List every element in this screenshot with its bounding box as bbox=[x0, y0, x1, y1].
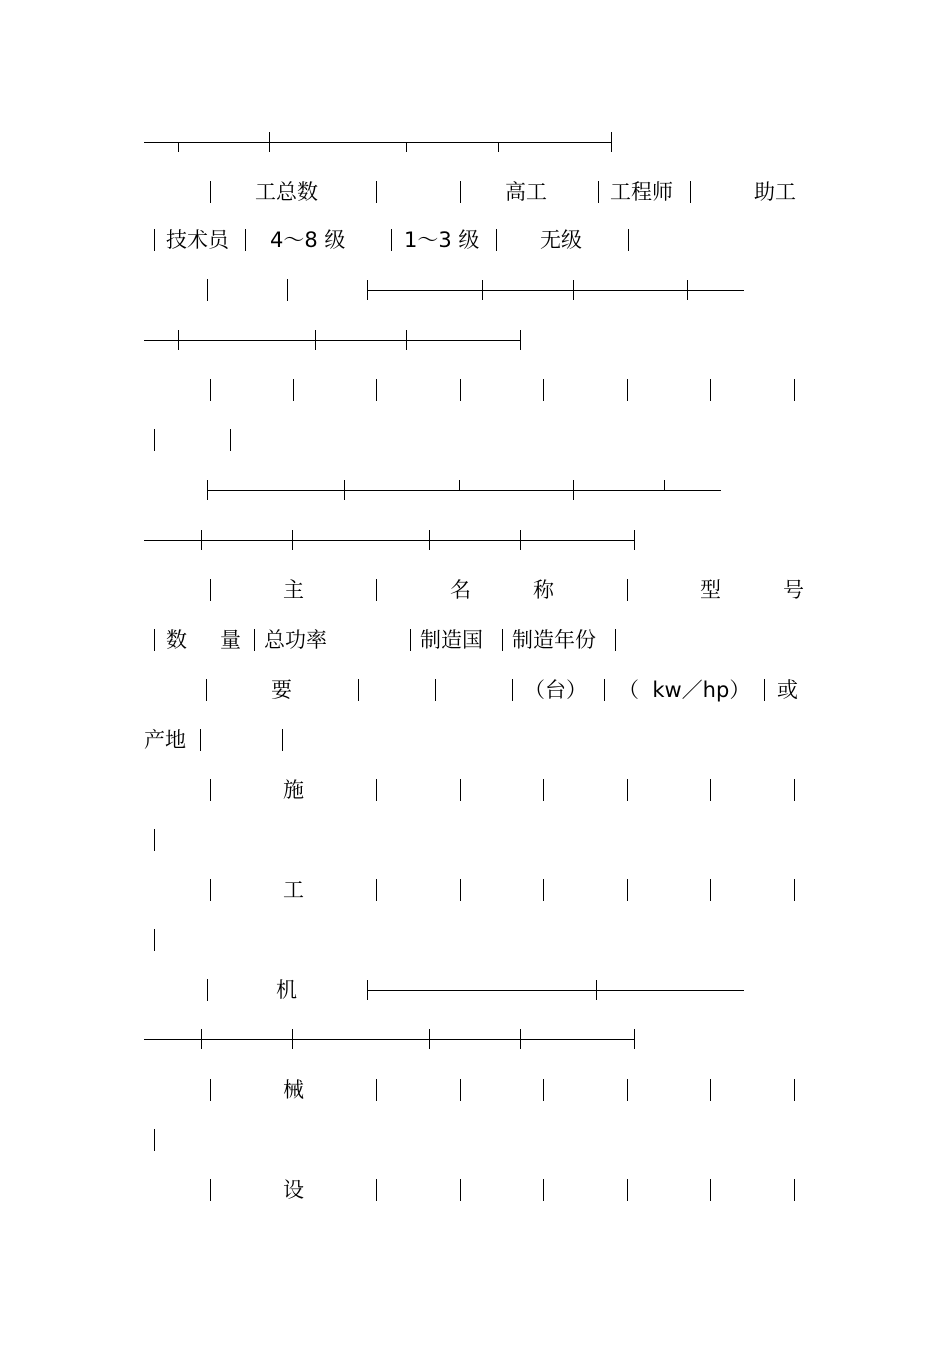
table-tick bbox=[596, 980, 597, 1000]
table-tick bbox=[687, 280, 688, 300]
table-bar bbox=[376, 879, 377, 901]
table-bar bbox=[200, 729, 201, 751]
table-bar bbox=[410, 629, 411, 651]
table-tick bbox=[520, 530, 521, 550]
label-shu: 数 bbox=[166, 628, 187, 652]
table-bar bbox=[207, 979, 208, 1001]
table-rule bbox=[144, 340, 521, 341]
side-label-she: 设 bbox=[283, 1178, 304, 1202]
table-bar bbox=[154, 829, 155, 851]
table-bar bbox=[627, 879, 628, 901]
table-tick bbox=[367, 980, 368, 1000]
label-zhu: 主 bbox=[283, 578, 304, 602]
table-bar bbox=[230, 429, 231, 451]
table-bar bbox=[764, 679, 765, 701]
table-bar bbox=[512, 679, 513, 701]
side-label-ji: 机 bbox=[276, 978, 297, 1002]
table-bar bbox=[358, 679, 359, 701]
side-label-gong: 工 bbox=[283, 878, 304, 902]
table-bar bbox=[710, 879, 711, 901]
table-bar bbox=[376, 579, 377, 601]
table-bar bbox=[794, 779, 795, 801]
table-bar bbox=[543, 1079, 544, 1101]
label-country: 制造国 bbox=[420, 628, 483, 652]
table-bar bbox=[690, 181, 691, 203]
table-tick bbox=[178, 330, 179, 350]
table-bar bbox=[210, 1179, 211, 1201]
header-senior-engineer: 高工 bbox=[505, 180, 547, 204]
table-tick bbox=[634, 530, 635, 550]
header-grade-4-8: 4～8 级 bbox=[270, 228, 346, 252]
table-bar bbox=[460, 779, 461, 801]
table-bar bbox=[154, 629, 155, 651]
table-tick bbox=[611, 132, 612, 152]
table-bar bbox=[210, 879, 211, 901]
table-rule bbox=[144, 1039, 635, 1040]
table-bar bbox=[460, 1179, 461, 1201]
table-bar bbox=[287, 279, 288, 301]
table-tick bbox=[178, 142, 179, 152]
table-bar bbox=[496, 229, 497, 251]
table-bar bbox=[210, 779, 211, 801]
table-rule bbox=[207, 490, 721, 491]
table-bar bbox=[502, 629, 503, 651]
table-bar bbox=[391, 229, 392, 251]
label-total-power: 总功率 bbox=[264, 628, 327, 652]
table-bar bbox=[376, 181, 377, 203]
table-tick bbox=[406, 330, 407, 350]
table-rule bbox=[144, 540, 635, 541]
side-label-xie: 械 bbox=[283, 1078, 304, 1102]
table-bar bbox=[710, 379, 711, 401]
table-tick bbox=[367, 280, 368, 300]
table-bar bbox=[376, 1079, 377, 1101]
header-engineer: 工程师 bbox=[610, 180, 673, 204]
table-bar bbox=[460, 379, 461, 401]
table-bar bbox=[245, 229, 246, 251]
table-bar bbox=[210, 181, 211, 203]
label-origin: 产地 bbox=[144, 728, 186, 752]
table-bar bbox=[210, 1079, 211, 1101]
table-tick bbox=[520, 1029, 521, 1049]
table-bar bbox=[376, 779, 377, 801]
table-tick bbox=[498, 142, 499, 152]
table-bar bbox=[460, 1079, 461, 1101]
table-tick bbox=[201, 1029, 202, 1049]
table-bar bbox=[154, 229, 155, 251]
table-tick bbox=[315, 330, 316, 350]
table-bar bbox=[615, 629, 616, 651]
label-unit-count: （台） bbox=[524, 678, 587, 702]
table-tick bbox=[429, 1029, 430, 1049]
label-liang: 量 bbox=[220, 628, 241, 652]
table-tick bbox=[292, 1029, 293, 1049]
table-tick bbox=[573, 480, 574, 500]
label-cheng: 称 bbox=[533, 578, 554, 602]
label-xing: 型 bbox=[700, 578, 721, 602]
table-bar bbox=[206, 679, 207, 701]
table-tick bbox=[482, 280, 483, 300]
table-bar bbox=[628, 229, 629, 251]
table-bar bbox=[543, 379, 544, 401]
table-bar bbox=[710, 779, 711, 801]
table-tick bbox=[459, 480, 460, 490]
table-tick bbox=[664, 480, 665, 490]
table-bar bbox=[543, 879, 544, 901]
table-tick bbox=[429, 530, 430, 550]
table-bar bbox=[543, 1179, 544, 1201]
header-assistant-engineer: 助工 bbox=[754, 180, 796, 204]
table-bar bbox=[604, 679, 605, 701]
table-bar bbox=[627, 579, 628, 601]
table-bar bbox=[710, 1079, 711, 1101]
table-bar bbox=[794, 1079, 795, 1101]
table-tick bbox=[344, 480, 345, 500]
table-bar bbox=[627, 1179, 628, 1201]
table-bar bbox=[376, 1179, 377, 1201]
label-huo: 或 bbox=[777, 678, 798, 702]
table-bar bbox=[282, 729, 283, 751]
header-total-workers: 工总数 bbox=[255, 180, 318, 204]
table-tick bbox=[207, 480, 208, 500]
table-bar bbox=[460, 879, 461, 901]
table-bar bbox=[598, 181, 599, 203]
table-bar bbox=[794, 379, 795, 401]
label-yao: 要 bbox=[271, 678, 292, 702]
table-bar bbox=[154, 929, 155, 951]
table-bar bbox=[254, 629, 255, 651]
table-bar bbox=[543, 779, 544, 801]
table-bar bbox=[154, 1129, 155, 1151]
table-tick bbox=[406, 142, 407, 152]
table-rule bbox=[367, 990, 744, 991]
table-bar bbox=[627, 779, 628, 801]
label-manufacture-year: 制造年份 bbox=[512, 628, 596, 652]
table-bar bbox=[627, 379, 628, 401]
table-bar bbox=[435, 679, 436, 701]
table-bar bbox=[627, 1079, 628, 1101]
table-bar bbox=[710, 1179, 711, 1201]
table-bar bbox=[210, 379, 211, 401]
side-label-shi: 施 bbox=[283, 778, 304, 802]
table-tick bbox=[292, 530, 293, 550]
label-hao: 号 bbox=[783, 578, 804, 602]
table-tick bbox=[520, 330, 521, 350]
table-bar bbox=[794, 1179, 795, 1201]
table-bar bbox=[210, 579, 211, 601]
header-ungraded: 无级 bbox=[540, 228, 582, 252]
table-bar bbox=[460, 181, 461, 203]
table-bar bbox=[794, 879, 795, 901]
table-tick bbox=[269, 132, 270, 152]
header-grade-1-3: 1～3 级 bbox=[404, 228, 480, 252]
table-tick bbox=[201, 530, 202, 550]
table-tick bbox=[573, 280, 574, 300]
label-ming: 名 bbox=[450, 578, 471, 602]
table-bar bbox=[207, 279, 208, 301]
table-bar bbox=[154, 429, 155, 451]
table-bar bbox=[293, 379, 294, 401]
table-tick bbox=[634, 1029, 635, 1049]
table-rule bbox=[144, 142, 612, 143]
table-bar bbox=[376, 379, 377, 401]
label-unit-power: （ kw／hp） bbox=[618, 678, 751, 702]
header-technician: 技术员 bbox=[166, 228, 229, 252]
